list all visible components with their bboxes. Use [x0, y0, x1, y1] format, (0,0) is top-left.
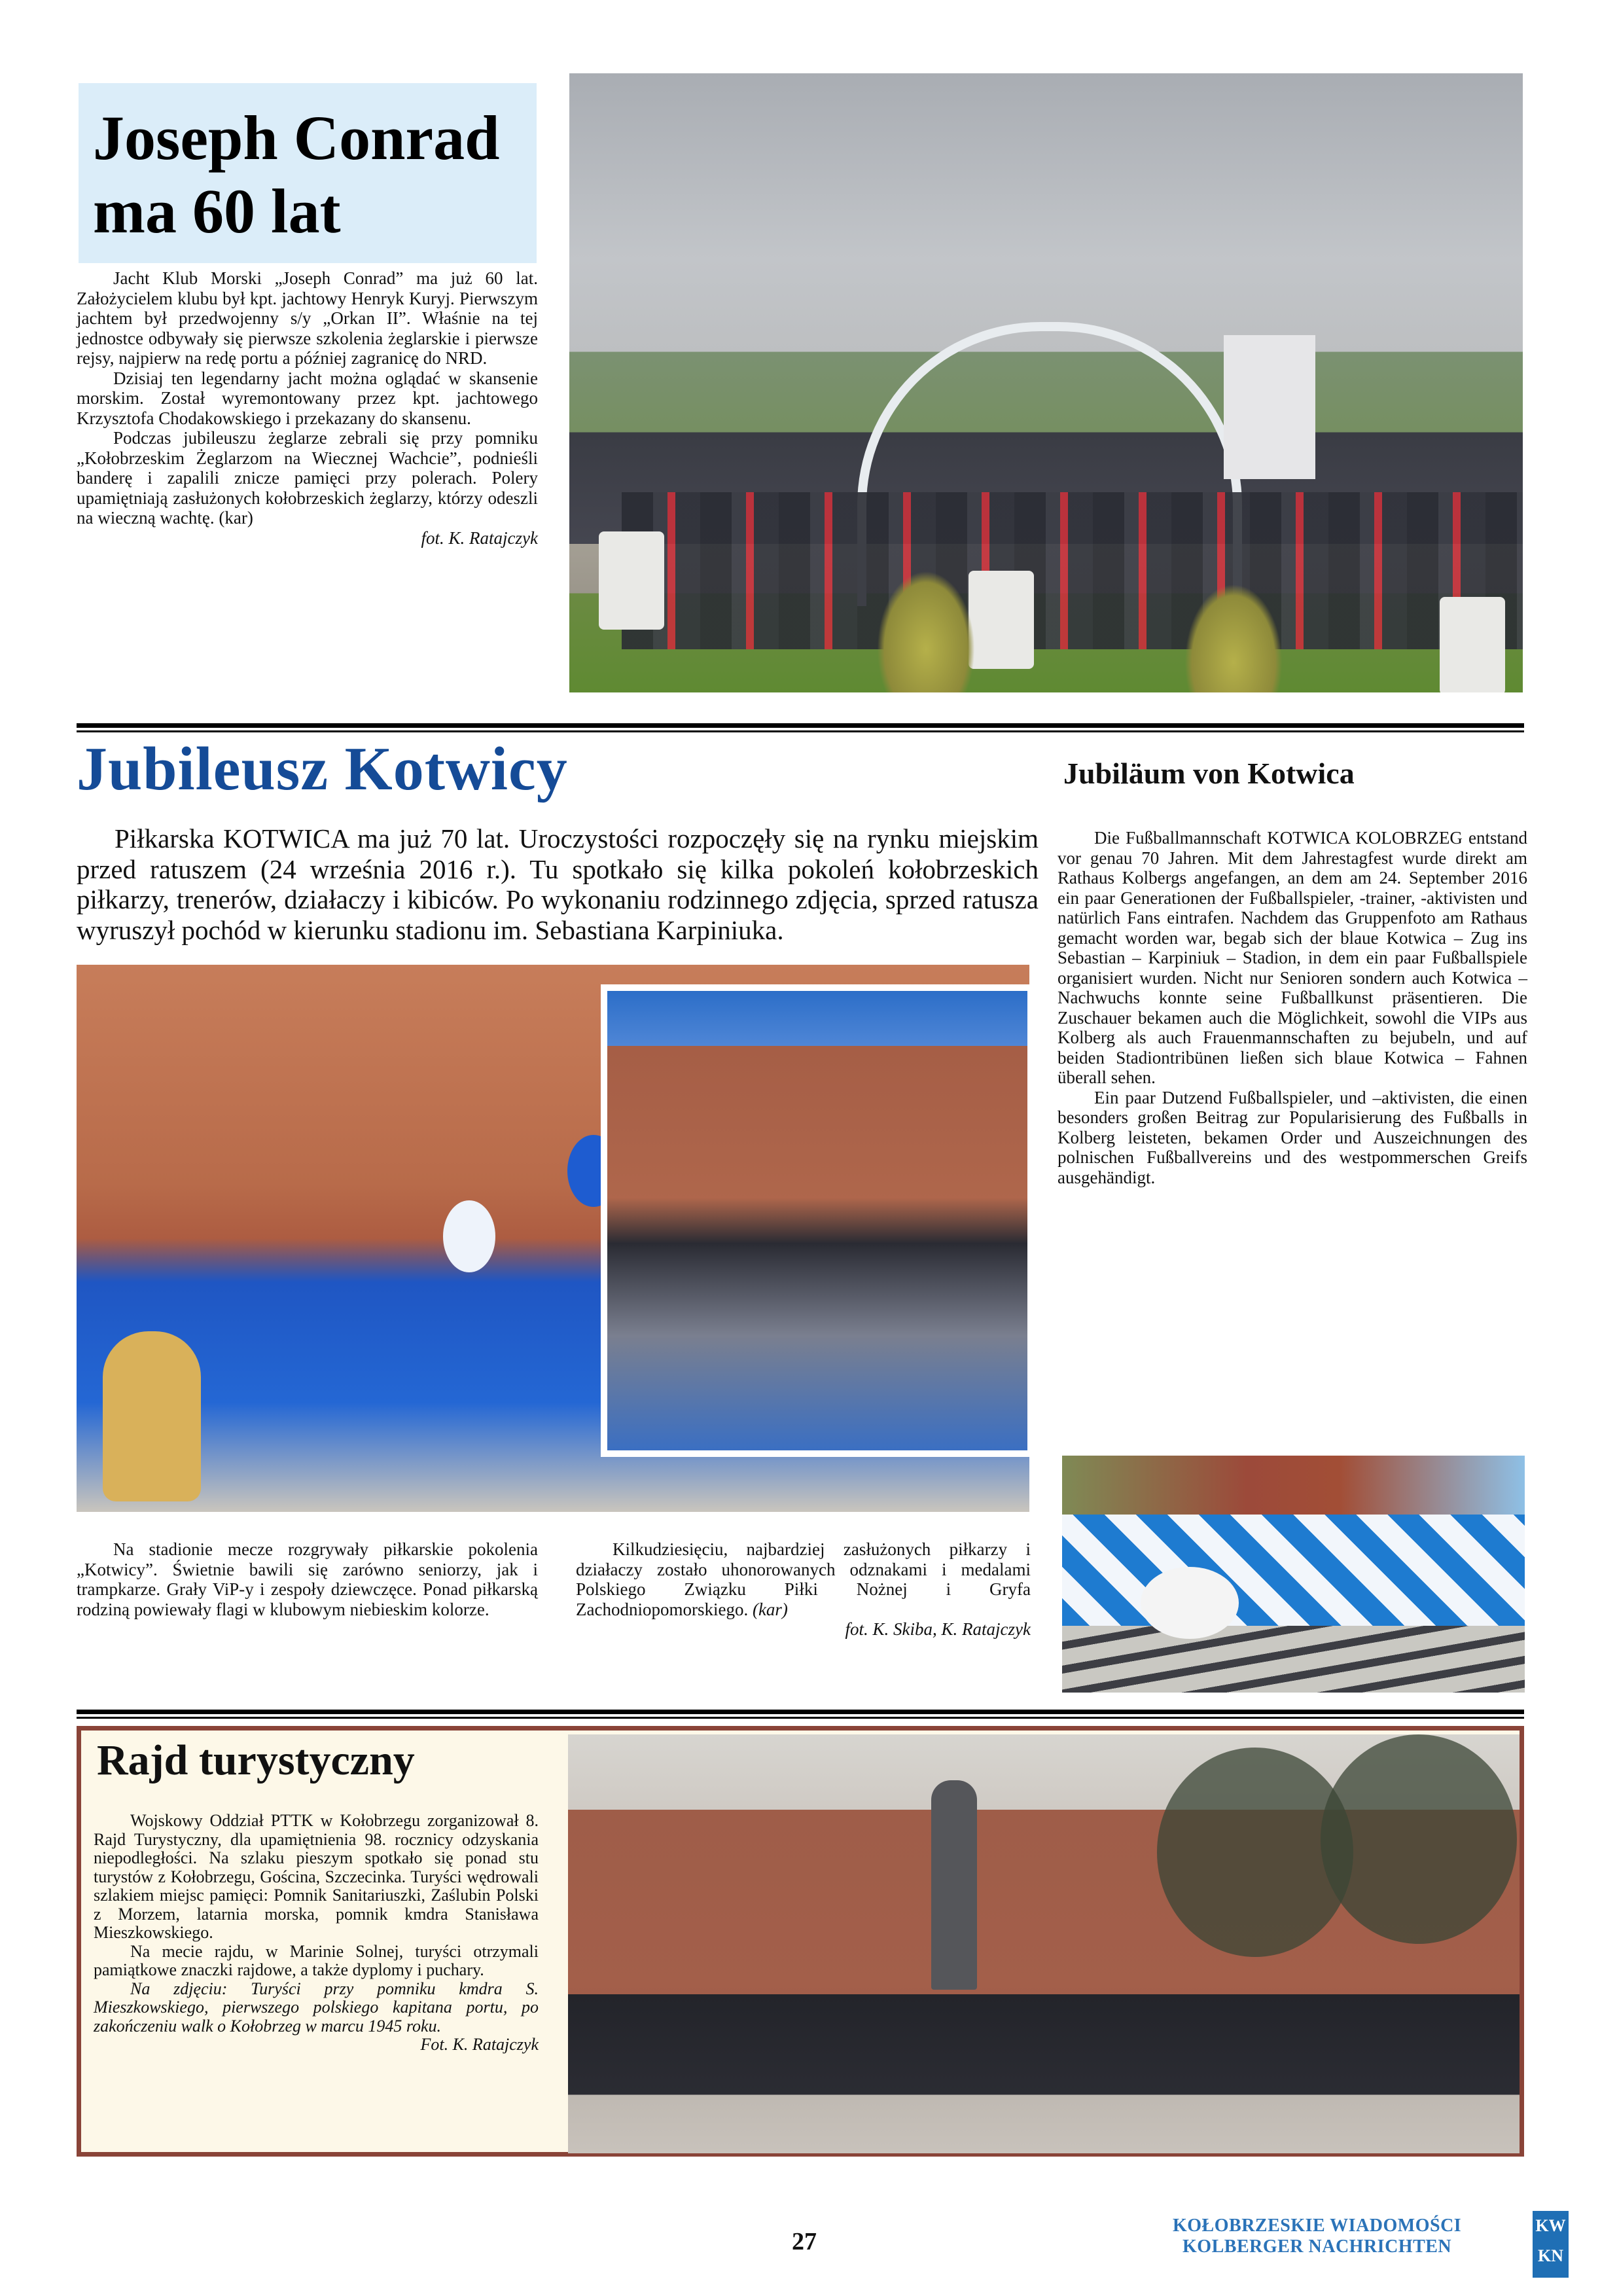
buildings-background — [1062, 1456, 1525, 1515]
german-paragraph: Die Fußballmannschaft KOTWICA KOLOBRZEG entstand vor genau 70 Jahren. Mit dem Jahrestagfest wurde direkt am Rathaus Kolbergs angefangen, an dem am 24. September 2016 ein paar Generationen der Fußballspieler, -trainer, -aktivisten und natürlich Fans eintrafen. Nachdem das Gruppenfoto am Rathaus gemacht worden war, begab sich der blaue Kotwica – Zug ins Sebastian – Karpiniuk – Stadion, in dem ein paar Fußballspiele organisiert wurden. Nicht nur Senioren sondern auch Kotwica – Nachwuchs konnte seine Fußballkunst präsentieren. Die Zuschauer bekamen auch die Möglichkeit, sowohl die VIPs aus Kolberg als auch Frauenmannschaften zu bejubeln, und auf beiden Stadiontribünen ließen sich blaue Kotwica – Fahnen überall sehen. — [1058, 828, 1527, 1087]
kotwica-photo-credit: fot. K. Skiba, K. Ratajczyk — [845, 1619, 1031, 1639]
rajd-title: Rajd turystyczny — [97, 1736, 415, 1784]
kotwica-title: Jubileusz Kotwicy — [77, 735, 568, 803]
conrad-title — [79, 83, 537, 248]
caption-text: Na stadionie mecze rozgrywały piłkarskie pokolenia „Kotwicy”. Świetnie bawili się zarówno seniorzy, jak i trampkarze. Grały ViP-y i zespoły dziewczęce. Ponad piłkarską rodziną powiewały flagi w klubowym niebieskim kolorze. — [77, 1539, 538, 1619]
veterans-inset-photo — [601, 984, 1034, 1457]
bush — [1184, 584, 1283, 692]
monument-group-photo — [568, 1734, 1520, 2153]
street — [1062, 1626, 1525, 1693]
publication-name — [1173, 2215, 1461, 2257]
parade-photo — [1062, 1456, 1525, 1693]
conrad-article — [77, 268, 538, 548]
publication-name-polish: KOŁOBRZESKIE WIADOMOŚCI — [1173, 2215, 1462, 2236]
balloon — [443, 1200, 495, 1272]
drum — [1141, 1567, 1239, 1639]
conrad-title-box — [79, 83, 537, 263]
caption-body: Kilkudziesięciu, najbardziej zasłużonych piłkarzy i działaczy zostało uhonorowanych odznakami i medalami Polskiego Związku Piłki Nożnej i Gryfa Zachodniopomorskiego. — [576, 1539, 1031, 1619]
bollard — [969, 571, 1034, 669]
rajd-paragraph: Wojskowy Oddział PTTK w Kołobrzegu zorganizował 8. Rajd Turystyczny, dla upamiętnienia 98. rocznicy odzyskania niepodległości. Na szlaku pieszym spotkało się ponad stu turystów z Kołobrzegu, Gościna, Szczecinka. Turyści wędrowali szlakiem miejsc pamięci: Pomnik Sanitariuszki, Zaślubin Polski z Morzem, latarnia morska, pomnik kmdra Stanisława Mieszkowskiego. — [94, 1811, 539, 1942]
conrad-photo-credit: fot. K. Ratajczyk — [421, 528, 538, 548]
kotwica-caption-right — [576, 1539, 1031, 1640]
kw-kn-logo-icon — [1533, 2211, 1569, 2278]
bush — [877, 571, 975, 692]
mascot — [103, 1331, 201, 1501]
caption-text — [576, 1539, 1031, 1619]
logo-top: KW — [1535, 2216, 1566, 2235]
conrad-title-line1: Joseph Conrad — [93, 103, 500, 173]
section-divider — [77, 1710, 1524, 1720]
rajd-photo-credit: Fot. K. Ratajczyk — [420, 2035, 539, 2054]
page-number: 27 — [792, 2228, 817, 2255]
kotwica-caption-left — [77, 1539, 538, 1619]
section-divider — [77, 723, 1524, 734]
tree — [1321, 1734, 1517, 1944]
author-sign: (kar) — [752, 1599, 788, 1619]
publication-name-german: KOLBERGER NACHRICHTEN — [1182, 2236, 1452, 2257]
statue — [931, 1780, 977, 1990]
conrad-paragraph: Dzisiaj ten legendarny jacht można oglądać w skansenie morskim. Został wyremontowany przez kpt. jachtowego Krzysztofa Chodakowskiego i przekazany do skansenu. — [77, 368, 538, 428]
conrad-paragraph: Jacht Klub Morski „Joseph Conrad” ma już 60 lat. Założycielem klubu był kpt. jachtowy Henryk Kuryj. Pierwszym jachtem był przedwojenny s/y „Orkan II”. Właśnie na tej jednostce odbywały się pierwsze szkolenia żeglarskie i pierwsze rejsy, najpierw na redę portu a później zagranicę do NRD. — [77, 268, 538, 368]
conrad-title-line2: ma 60 lat — [93, 176, 341, 246]
rajd-article — [94, 1812, 539, 2054]
harbor-group-photo — [569, 73, 1523, 692]
conrad-paragraph: Podczas jubileuszu żeglarze zebrali się przy pomniku „Kołobrzeskim Żeglarzom na Wiecznej Wachcie”, podnieśli banderę i zapalili znicze pamięci przy polerach. Polery upamiętniają zasłużonych kołobrzeskich żeglarzy, którzy odeszli na wieczną wachtę. (kar) — [77, 428, 538, 528]
german-title: Jubiläum von Kotwica — [1063, 757, 1355, 790]
crowd — [622, 492, 1523, 649]
german-article — [1058, 828, 1527, 1187]
kotwica-lead — [77, 823, 1039, 945]
apartment-tower — [1224, 335, 1315, 479]
rajd-paragraph: Na mecie rajdu, w Marinie Solnej, turyści otrzymali pamiątkowe znaczki rajdowe, a także dyplomy i puchary. — [94, 1941, 539, 1979]
logo-bottom: KN — [1538, 2246, 1563, 2265]
bollard — [1440, 597, 1505, 692]
rajd-photo-caption: Na zdjęciu: Turyści przy pomniku kmdra S. Mieszkowskiego, pierwszego polskiego kapitana portu, po zakończeniu walk o Kołobrzeg w marcu 1945 roku. — [94, 1979, 539, 2036]
kotwica-lead-text: Piłkarska KOTWICA ma już 70 lat. Uroczystości rozpoczęły się na rynku miejskim przed ratuszem (24 września 2016 r.). Tu spotkało się kilka pokoleń kołobrzeskich piłkarzy, trenerów, działaczy i kibiców. Po wykonaniu rodzinnego zdjęcia, sprzed ratusza wyruszył pochód w kierunku stadionu im. Sebastiana Karpiniuka. — [77, 823, 1039, 945]
bollard — [599, 531, 664, 630]
german-paragraph: Ein paar Dutzend Fußballspieler, und –aktivisten, die einen besonders großen Beitrag zur Popularisierung des Fußballs in Kolberg leisteten, bekamen Order und Auszeichnungen des polnischen Fußballvereins und des westpommerschen Greifs ausgehändigt. — [1058, 1087, 1527, 1187]
